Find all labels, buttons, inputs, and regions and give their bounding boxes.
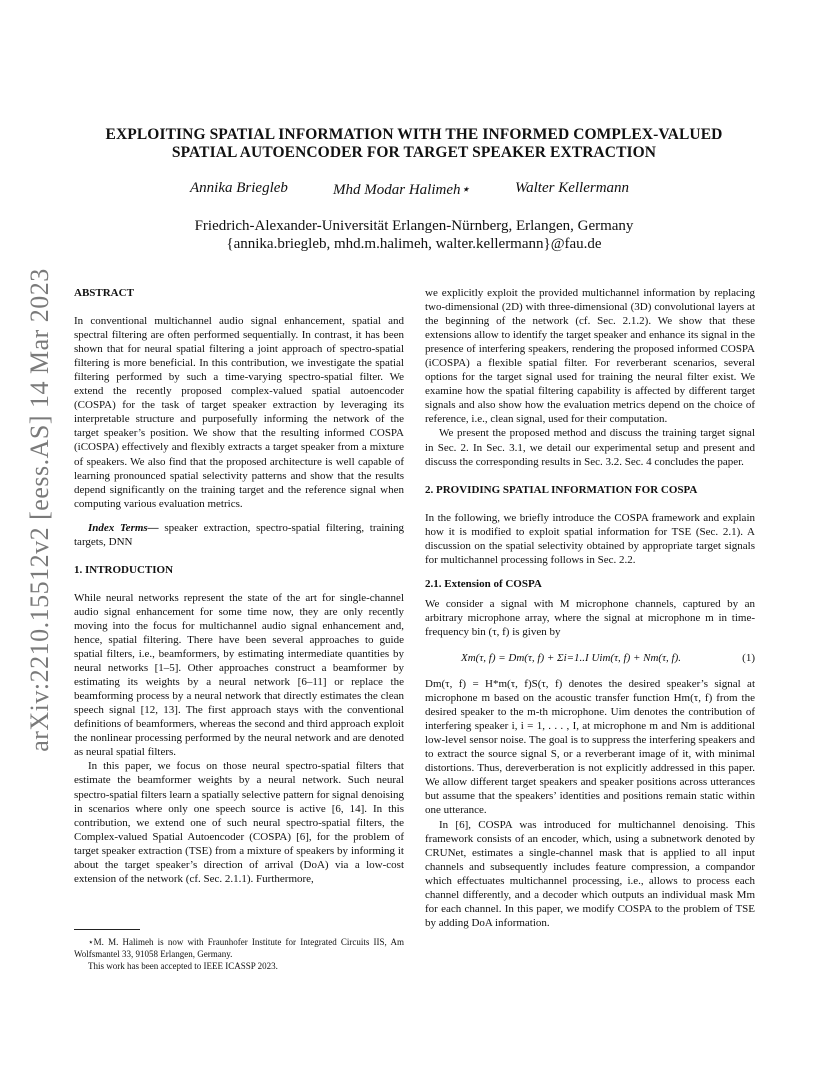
footnote-rule <box>74 929 140 930</box>
author-3: Walter Kellermann <box>515 180 630 196</box>
equation-number: (1) <box>742 652 755 664</box>
right-paragraph-2: We present the proposed method and discuss the training target signal in Sec. 2. In Sec. 3.1, we detail our experimental setup and present and discuss the corresponding results in Sec. 3.2. Sec. 4 concludes the paper. <box>425 427 755 468</box>
index-terms-label: Index Terms— <box>88 521 159 534</box>
author-2: Mhd Modar Halimeh⋆ <box>333 182 470 198</box>
abstract-text: In conventional multichannel audio signal enhancement, spatial and spectral filtering are often performed sequentially. In contrast, it has been shown that for neural spatial filtering a joint approach of spectro-spatial filtering is more beneficial. In this contribution, we investigate the spatial filtering performed by such a time-varying spectro-spatial filter. We extend the recently proposed complex-valued spatial autoencoder (COSPA) for the task of target speaker extraction by leveraging its interpretable structure and purposefully informing the network of the target speaker’s position. We show that the resulting informed COSPA (iCOSPA) effectively and flexibly extracts a target speaker from a mixture of speakers. We also find that the proposed architecture is well capable of learning pronounced spatial selectivity patterns and show that the results depend significantly on the training target and the reference signal when computing various evaluation metrics. <box>74 315 404 510</box>
right-column <box>425 286 755 930</box>
subsection-2-1-paragraph-3: In [6], COSPA was introduced for multichannel denoising. This framework consists of an encoder, which, using a subnetwork denoted by CRUNet, estimates a single-channel mask that is applied to all input channels and subsequently includes feature compression, a compandor which effectuates multichannel processing, i.e., allows to process each channel differently, and a decoder which outputs an individual mask Mm for each channel. In this paper, we modify COSPA to the problem of TSE by adding DoA information. <box>425 818 755 929</box>
right-paragraph-1: we explicitly exploit the provided multichannel information by replacing two-dimensional (2D) with three-dimensional (3D) convolutional layers at the beginning of the network (cf. Sec. 2.1.2). We show that these extensions allow to identify the target speaker and enhance its signal in the presence of interfering speakers, rendering the proposed informed COSPA (iCOSPA) a flexible spatial filter. For reverberant scenarios, several options for the target signal used for training the neural filter exist. We examine how the spatial filtering capability is affected by different target signals and also show how the evaluation metrics depend on the choice of reference, i.e., clean signal, used for their computation. <box>425 287 755 426</box>
author-1: Annika Briegleb <box>190 180 288 196</box>
intro-paragraph-1: While neural networks represent the state of the art for single-channel audio signal enhancement for some time now, they are only recently moving into the focus for multichannel audio signal enhancement and, hence, spatial filtering. There have been several approaches to guide spatial filters, i.e., beamformers, by estimating intermediate quantities by neural networks [1–5]. Other approaches construct a beamformer by estimating its weights by a neural network [6–11] or replace the beamforming process by a neural network that directly estimates the clean speech signal [12, 13]. The first approach stays with the conventional definitions of beamformers, whereas the second and third approach exploit the nonlinear processing performed by the neural network and are denoted as neural spatial filters. <box>74 591 404 759</box>
intro-heading: 1. INTRODUCTION <box>74 563 174 576</box>
index-terms-text: speaker extraction, spectro-spatial filtering, training targets, DNN <box>74 521 404 548</box>
arxiv-stamp <box>22 268 58 752</box>
title-line-2: SPATIAL AUTOENCODER FOR TARGET SPEAKER EXTRACTION <box>171 144 657 161</box>
subsection-2-1-paragraph-1: We consider a signal with M microphone channels, captured by an arbitrary microphone array, where the signal at microphone m in time-frequency bin (τ, f) is given by <box>425 597 755 638</box>
subsection-2-1-paragraph-2: Dm(τ, f) = H*m(τ, f)S(τ, f) denotes the desired speaker’s signal at microphone m based on the acoustic transfer function Hm(τ, f) from the desired speaker to the m-th microphone. Uim denotes the contribution of interfering speaker i, i = 1, . . . , I, at microphone m and Nm is additional low-level sensor noise. The goal is to suppress the interfering speakers and to extract the source signal S, or a reverberant image of it, with minimal distortions. Thus, dereverberation is not explicitly addressed in this paper. We allow different target speakers and speaker positions across utterances but assume that the speakers’ identities and positions remain static within one utterance. <box>425 678 755 817</box>
paper-title <box>74 126 754 162</box>
abstract-heading: ABSTRACT <box>74 287 134 299</box>
footnote-acceptance: This work has been accepted to IEEE ICASSP 2023. <box>88 961 278 971</box>
affiliation: Friedrich-Alexander-Universität Erlangen-Nürnberg, Erlangen, Germany <box>194 218 634 234</box>
subsection-2-1-heading: 2.1. Extension of COSPA <box>425 577 542 590</box>
section-2-heading: 2. PROVIDING SPATIAL INFORMATION FOR COSPA <box>425 483 698 496</box>
equation-1 <box>425 643 755 673</box>
section-2-paragraph: In the following, we briefly introduce the COSPA framework and explain how it is modified to exploit spatial information for TSE (Sec. 2.1). A discussion on the spatial selectivity obtained by appropriate target signals for multichannel processing follows in Sec. 2.2. <box>425 511 755 566</box>
author-emails: {annika.briegleb, mhd.m.halimeh, walter.kellermann}@fau.de <box>226 236 602 252</box>
index-terms <box>74 521 404 549</box>
left-column <box>74 286 404 886</box>
title-line-1: EXPLOITING SPATIAL INFORMATION WITH THE INFORMED COMPLEX-VALUED <box>105 126 723 143</box>
arxiv-stamp-text: arXiv:2210.15512v2 [eess.AS] 14 Mar 2023 <box>25 268 55 752</box>
equation-body: Xm(τ, f) = Dm(τ, f) + Σi=1..I Uim(τ, f) + Nm(τ, f). <box>461 652 681 664</box>
intro-paragraph-2: In this paper, we focus on those neural spectro-spatial filters that estimate the beamformer weights by a neural network. Such neural spectro-spatial filters learn a spatially selective pattern for signal denoising in scenarios where only one speech source is active [6, 14]. In this contribution, we extend one of such neural spectro-spatial filters, the Complex-valued Spatial Autoencoder (COSPA) [6], for the problem of target speaker extraction (TSE) from a mixture of speakers by informing it about the target speaker’s direction of arrival (DoA) via a low-cost extension of the network (cf. Sec. 2.1.1). Furthermore, <box>74 760 404 885</box>
footnotes <box>74 936 404 972</box>
footnote-affiliation: ⋆M. M. Halimeh is now with Fraunhofer Institute for Integrated Circuits IIS, Am Wolfsmantel 33, 91058 Erlangen, Germany. <box>74 937 404 959</box>
